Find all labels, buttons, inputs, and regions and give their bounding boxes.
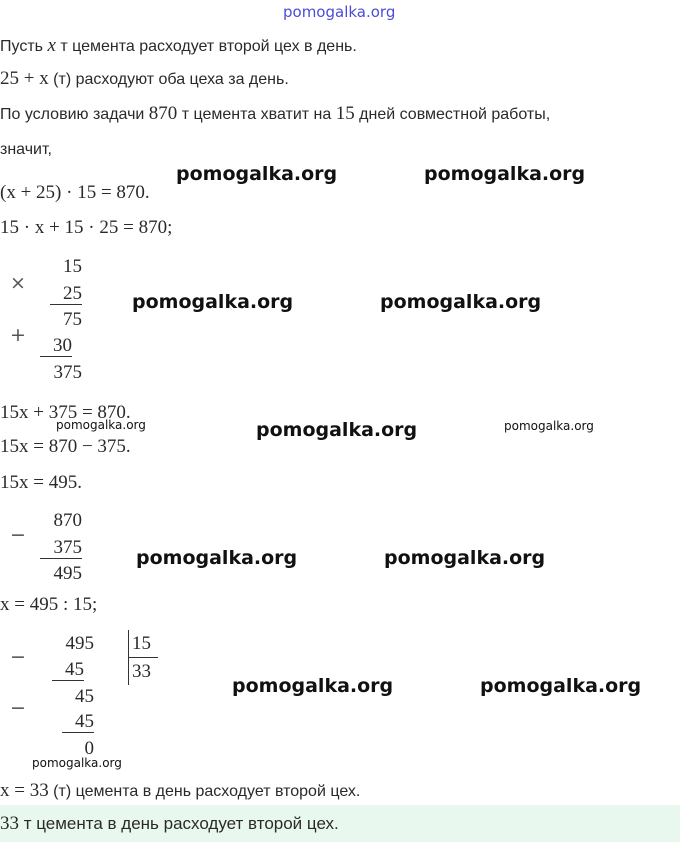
line-2	[0, 68, 289, 90]
division-minus-1: −	[10, 646, 26, 668]
division-quotient: 33	[132, 661, 151, 682]
equation-1: (x + 25) · 15 = 870.	[0, 182, 150, 203]
line-3-num2: 15	[335, 103, 355, 124]
line-2-math: 25 + x	[0, 68, 49, 89]
top-watermark: pomogalka.org	[283, 3, 396, 21]
line-4: значит,	[0, 141, 52, 158]
line-3	[0, 103, 550, 125]
plus-sign: +	[10, 324, 26, 346]
watermark: pomogalka.org	[480, 675, 642, 697]
equation-2: 15 · x + 15 · 25 = 870;	[0, 217, 173, 238]
division-dividend: 495	[65, 633, 94, 654]
watermark: pomogalka.org	[132, 291, 294, 313]
line-2-rest: (т) расходуют оба цеха за день.	[48, 71, 289, 88]
equation-3: 15x + 375 = 870.	[0, 402, 131, 423]
division-divisor: 15	[132, 633, 151, 654]
line-1	[0, 35, 357, 57]
result-text: (т) цемента в день расходует второй цех.	[48, 783, 361, 800]
watermark: pomogalka.org	[256, 419, 418, 441]
result-line	[0, 780, 360, 802]
mult-partial-1: 75	[63, 309, 82, 330]
result-math: x = 33	[0, 780, 49, 801]
division-remainder: 0	[84, 738, 94, 759]
multiply-sign: ×	[10, 272, 26, 294]
watermark: pomogalka.org	[176, 163, 338, 185]
watermark: pomogalka.org	[380, 291, 542, 313]
line-3-rest: дней совместной работы,	[354, 106, 551, 123]
line-1-rest: т цемента расходует второй цех в день.	[55, 38, 357, 55]
sub-subtrahend: 375	[40, 538, 82, 559]
division-remainder-1: 45	[75, 686, 94, 707]
mult-factor-b: 25	[50, 284, 82, 305]
watermark: pomogalka.org	[56, 418, 146, 432]
answer-text: т цемента в день расходует второй цех.	[19, 814, 339, 833]
equation-5: 15x = 495.	[0, 472, 82, 493]
answer-line	[0, 813, 339, 835]
answer-box	[0, 805, 680, 842]
division-step-2: 45	[62, 712, 94, 733]
line-3-num1: 870	[148, 103, 178, 124]
subtract-sign: −	[10, 524, 26, 546]
mult-partial-2: 30	[40, 336, 72, 357]
sub-minuend: 870	[53, 510, 82, 531]
sub-result: 495	[53, 563, 82, 584]
division-horizontal-bar	[128, 657, 158, 658]
mult-factor-a: 15	[63, 256, 82, 277]
watermark: pomogalka.org	[32, 756, 122, 770]
watermark: pomogalka.org	[504, 419, 594, 433]
watermark: pomogalka.org	[136, 547, 298, 569]
watermark: pomogalka.org	[424, 163, 586, 185]
watermark: pomogalka.org	[384, 547, 546, 569]
line-3-text: По условию задачи	[0, 106, 149, 123]
division-step-1: 45	[52, 660, 84, 681]
watermark: pomogalka.org	[232, 675, 394, 697]
line-1-text: Пусть	[0, 38, 48, 55]
equation-6: x = 495 : 15;	[0, 594, 98, 615]
mult-total: 375	[53, 362, 82, 383]
division-minus-2: −	[10, 697, 26, 719]
answer-number: 33	[0, 813, 19, 834]
line-1-var: x	[47, 35, 56, 56]
equation-4: 15x = 870 − 375.	[0, 436, 131, 457]
line-3-mid: т цемента хватит на	[177, 106, 336, 123]
